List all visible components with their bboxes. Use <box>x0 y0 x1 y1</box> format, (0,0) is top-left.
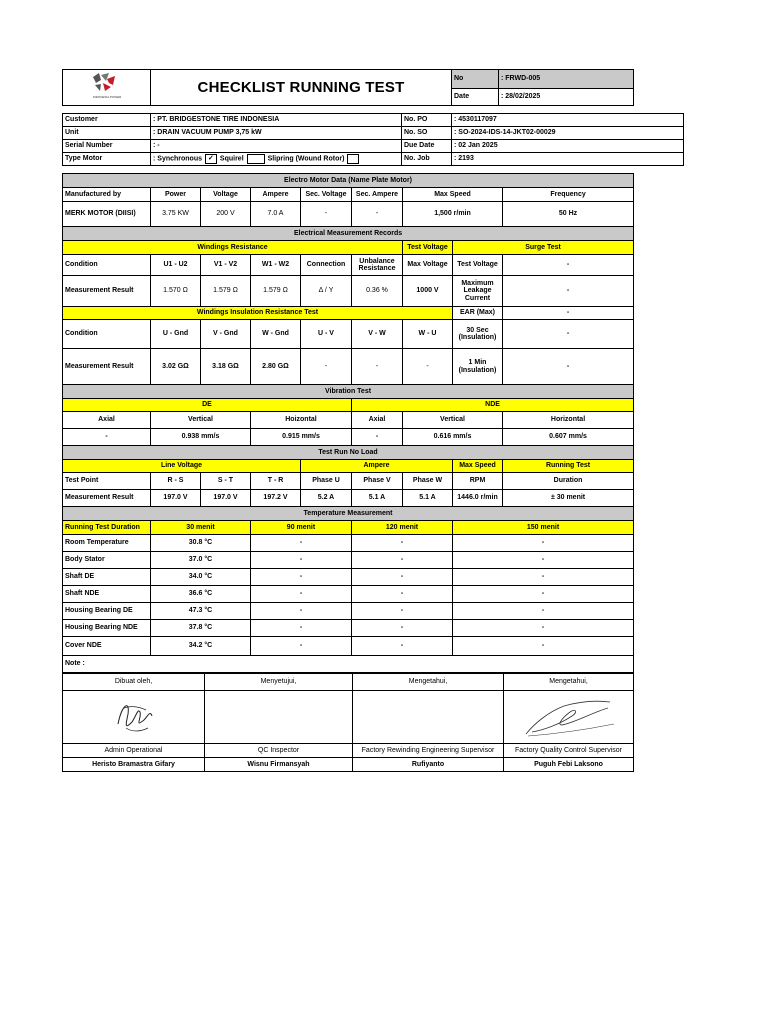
nl-phase-v-value: 5.1 A <box>352 490 403 507</box>
wr-header-connection: Connection <box>301 255 352 276</box>
role-admin: Admin Operational <box>63 744 205 758</box>
np-header-sec-ampere: Sec. Ampere <box>352 188 403 202</box>
temp-col-150: 150 menit <box>453 521 634 535</box>
squirel-box-empty[interactable] <box>247 154 265 164</box>
type-motor-options <box>151 153 402 166</box>
np-header-max-speed: Max Speed <box>403 188 503 202</box>
ear-label: EAR (Max) <box>453 307 503 320</box>
doc-no-label: No <box>452 70 499 89</box>
wr-measurement-label: Measurement Result <box>63 276 151 307</box>
nl-rpm-value: 1446.0 r/min <box>453 490 503 507</box>
signature-engineering <box>353 691 504 744</box>
temp-value: - <box>352 637 453 656</box>
temp-value: - <box>251 586 352 603</box>
temp-value: 37.8 °C <box>151 620 251 637</box>
signature-admin <box>63 691 205 744</box>
np-header-power: Power <box>151 188 201 202</box>
temp-value: - <box>251 569 352 586</box>
surge-test-voltage-label: Test Voltage <box>453 255 503 276</box>
np-manufactured-value: MERK MOTOR (DIISI) <box>63 202 151 227</box>
temp-value: - <box>453 535 634 552</box>
vibration-section-title: Vibration Test <box>63 385 634 399</box>
temp-row <box>63 535 634 552</box>
doc-no-value: : FRWD-005 <box>499 70 634 89</box>
signature-qc <box>205 691 353 744</box>
temp-row-label: Housing Bearing NDE <box>63 620 151 637</box>
temp-col-30: 30 menit <box>151 521 251 535</box>
vib-de-vertical-header: Vertical <box>151 412 251 429</box>
wr-connection-value: Δ / Y <box>301 276 352 307</box>
wr-header-unbalance: Unbalance Resistance <box>352 255 403 276</box>
np-header-sec-voltage: Sec. Voltage <box>301 188 352 202</box>
date-value: : 28/02/2025 <box>499 89 634 106</box>
nl-header-phase-v: Phase V <box>352 473 403 490</box>
vib-nde-horizontal-header: Horizontal <box>503 412 634 429</box>
nameplate-section-title: Electro Motor Data (Name Plate Motor) <box>63 174 634 188</box>
line-voltage-title: Line Voltage <box>63 460 301 473</box>
role-qc: QC Inspector <box>205 744 353 758</box>
temp-col-90: 90 menit <box>251 521 352 535</box>
sig-header-mengetahui-2: Mengetahui, <box>504 674 634 691</box>
ir-1min-label: 1 Min (Insulation) <box>453 349 503 385</box>
np-header-ampere: Ampere <box>251 188 301 202</box>
temp-value: - <box>251 603 352 620</box>
company-logo <box>63 70 151 106</box>
temp-value: - <box>251 620 352 637</box>
temp-value: - <box>251 637 352 656</box>
role-engineering: Factory Rewinding Engineering Supervisor <box>353 744 504 758</box>
ir-v-w-value: - <box>352 349 403 385</box>
vib-de-axial-header: Axial <box>63 412 151 429</box>
nl-duration-value: ± 30 menit <box>503 490 634 507</box>
temp-row <box>63 569 634 586</box>
temp-value: - <box>453 620 634 637</box>
type-motor-prefix: : Synchronous <box>153 155 203 163</box>
signature-table <box>62 673 634 772</box>
wr-v1v2-value: 1.579 Ω <box>201 276 251 307</box>
nl-header-rpm: RPM <box>453 473 503 490</box>
name-qc: Wisnu Firmansyah <box>205 758 353 772</box>
signature-qc-supervisor-image <box>514 694 624 738</box>
np-power-value: 3.75 KW <box>151 202 201 227</box>
temp-row <box>63 552 634 569</box>
temp-value: 30.8 °C <box>151 535 251 552</box>
page-title: CHECKLIST RUNNING TEST <box>151 70 452 106</box>
vib-nde-vertical-value: 0.616 mm/s <box>403 429 503 446</box>
wr-u1u2-value: 1.570 Ω <box>151 276 201 307</box>
vib-nde-axial-value: - <box>352 429 403 446</box>
wr-unbalance-value: 0.36 % <box>352 276 403 307</box>
nl-header-duration: Duration <box>503 473 634 490</box>
ir-u-v-value: - <box>301 349 352 385</box>
due-date-label: Due Date <box>402 140 452 153</box>
temp-value: - <box>453 552 634 569</box>
nl-phase-u-value: 5.2 A <box>301 490 352 507</box>
logo-icon <box>85 71 129 101</box>
surge-leakage-label: Maximum Leakage Current <box>453 276 503 307</box>
ir-measurement-label: Measurement Result <box>63 349 151 385</box>
ir-header-w-gnd: W - Gnd <box>251 320 301 349</box>
np-voltage-value: 200 V <box>201 202 251 227</box>
surge-leakage-value: - <box>503 276 634 307</box>
role-quality-control: Factory Quality Control Supervisor <box>504 744 634 758</box>
po-value: : 4530117097 <box>452 114 684 127</box>
ir-header-u-v: U - V <box>301 320 352 349</box>
slipring-checkbox[interactable] <box>347 154 359 164</box>
nl-header-rs: R - S <box>151 473 201 490</box>
temperature-section-title: Temperature Measurement <box>63 507 634 521</box>
test-point-label: Test Point <box>63 473 151 490</box>
slipring-label: Slipring (Wound Rotor) <box>267 155 345 163</box>
vibration-de-title: DE <box>63 399 352 412</box>
temp-value: - <box>453 637 634 656</box>
temp-row <box>63 620 634 637</box>
ir-w-gnd-value: 2.80 GΩ <box>251 349 301 385</box>
checklist-sheet <box>62 69 633 772</box>
temp-value: - <box>453 586 634 603</box>
nl-st-value: 197.0 V <box>201 490 251 507</box>
vib-de-horizontal-value: 0.915 mm/s <box>251 429 352 446</box>
temp-value: - <box>352 620 453 637</box>
temp-row-label: Room Temperature <box>63 535 151 552</box>
nl-header-st: S - T <box>201 473 251 490</box>
nl-tr-value: 197.2 V <box>251 490 301 507</box>
running-test-title: Running Test <box>503 460 634 473</box>
temp-row <box>63 637 634 656</box>
nl-rs-value: 197.0 V <box>151 490 201 507</box>
name-quality-control: Puguh Febi Laksono <box>504 758 634 772</box>
squirel-checkbox[interactable]: ✓ <box>205 154 217 164</box>
np-sec-ampere-value: - <box>352 202 403 227</box>
job-value: : 2193 <box>452 153 684 166</box>
temp-value: - <box>251 552 352 569</box>
header-table <box>62 69 634 106</box>
so-label: No. SO <box>402 127 452 140</box>
test-voltage-title: Test Voltage <box>403 241 453 255</box>
vib-de-axial-value: - <box>63 429 151 446</box>
temp-value: - <box>352 586 453 603</box>
vib-nde-horizontal-value: 0.607 mm/s <box>503 429 634 446</box>
np-header-frequency: Frequency <box>503 188 634 202</box>
temp-row-label: Housing Bearing DE <box>63 603 151 620</box>
np-header-voltage: Voltage <box>201 188 251 202</box>
temp-row <box>63 603 634 620</box>
temp-row-label: Shaft NDE <box>63 586 151 603</box>
job-label: No. Job <box>402 153 452 166</box>
np-header-manufactured: Manufactured by <box>63 188 151 202</box>
name-admin: Heristo Bramastra Gifary <box>63 758 205 772</box>
ir-header-v-gnd: V - Gnd <box>201 320 251 349</box>
vibration-nde-title: NDE <box>352 399 634 412</box>
po-label: No. PO <box>402 114 452 127</box>
due-date-value: : 02 Jan 2025 <box>452 140 684 153</box>
unit-value: : DRAIN VACUUM PUMP 3,75 kW <box>151 127 402 140</box>
squirel-label: Squirel <box>219 155 244 163</box>
running-duration-label: Running Test Duration <box>63 521 151 535</box>
ir-header-v-w: V - W <box>352 320 403 349</box>
ir-w-u-value: - <box>403 349 453 385</box>
temp-row <box>63 586 634 603</box>
ir-u-gnd-value: 3.02 GΩ <box>151 349 201 385</box>
sig-header-menyetujui: Menyetujui, <box>205 674 353 691</box>
wr-max-voltage-value: 1000 V <box>403 276 453 307</box>
temp-value: 34.2 °C <box>151 637 251 656</box>
surge-test-title: Surge Test <box>453 241 634 255</box>
wr-condition-label: Condition <box>63 255 151 276</box>
surge-test-voltage-value: - <box>503 255 634 276</box>
temp-value: - <box>352 535 453 552</box>
np-sec-voltage-value: - <box>301 202 352 227</box>
customer-value: : PT. BRIDGESTONE TIRE INDONESIA <box>151 114 402 127</box>
temp-row-label: Body Stator <box>63 552 151 569</box>
measurement-table <box>62 173 634 673</box>
ir-header-u-gnd: U - Gnd <box>151 320 201 349</box>
nl-measurement-label: Measurement Result <box>63 490 151 507</box>
nl-header-tr: T - R <box>251 473 301 490</box>
ir-1min-value: - <box>503 349 634 385</box>
info-table <box>62 113 684 166</box>
np-max-speed-value: 1,500 r/min <box>403 202 503 227</box>
windings-resistance-title: Windings Resistance <box>63 241 403 255</box>
vib-nde-axial-header: Axial <box>352 412 403 429</box>
signature-quality-control <box>504 691 634 744</box>
wr-w1w2-value: 1.579 Ω <box>251 276 301 307</box>
temp-value: 34.0 °C <box>151 569 251 586</box>
sig-header-mengetahui-1: Mengetahui, <box>353 674 504 691</box>
max-speed-title: Max Speed <box>453 460 503 473</box>
vib-de-horizontal-header: Hoizontal <box>251 412 352 429</box>
temp-col-120: 120 menit <box>352 521 453 535</box>
signature-admin-image <box>104 694 164 738</box>
nl-header-phase-w: Phase W <box>403 473 453 490</box>
so-value: : SO-2024-IDS-14-JKT02-00029 <box>452 127 684 140</box>
nl-phase-w-value: 5.1 A <box>403 490 453 507</box>
ampere-title: Ampere <box>301 460 453 473</box>
ir-header-w-u: W - U <box>403 320 453 349</box>
temp-value: 37.0 °C <box>151 552 251 569</box>
np-frequency-value: 50 Hz <box>503 202 634 227</box>
serial-value: : - <box>151 140 402 153</box>
wr-header-v1v2: V1 - V2 <box>201 255 251 276</box>
electrical-section-title: Electrical Measurement Records <box>63 227 634 241</box>
ear-value: - <box>503 307 634 320</box>
temp-value: - <box>352 552 453 569</box>
temp-value: - <box>352 569 453 586</box>
temp-value: - <box>251 535 352 552</box>
temp-value: 36.6 °C <box>151 586 251 603</box>
type-motor-label: Type Motor <box>63 153 151 166</box>
ir-condition-label: Condition <box>63 320 151 349</box>
date-label: Date <box>452 89 499 106</box>
wr-header-max-voltage: Max Voltage <box>403 255 453 276</box>
temp-row-label: Shaft DE <box>63 569 151 586</box>
insulation-test-title: Windings Insulation Resistance Test <box>63 307 453 320</box>
temp-value: - <box>453 603 634 620</box>
temp-value: 47.3 °C <box>151 603 251 620</box>
svg-text:INDONESIA POWER: INDONESIA POWER <box>92 95 121 100</box>
np-ampere-value: 7.0 A <box>251 202 301 227</box>
temp-row-label: Cover NDE <box>63 637 151 656</box>
noload-section-title: Test Run No Load <box>63 446 634 460</box>
serial-label: Serial Number <box>63 140 151 153</box>
nl-header-phase-u: Phase U <box>301 473 352 490</box>
ir-v-gnd-value: 3.18 GΩ <box>201 349 251 385</box>
sig-header-dibuat: Dibuat oleh, <box>63 674 205 691</box>
vib-de-vertical-value: 0.938 mm/s <box>151 429 251 446</box>
vib-nde-vertical-header: Vertical <box>403 412 503 429</box>
wr-header-u1u2: U1 - U2 <box>151 255 201 276</box>
note-field[interactable]: Note : <box>63 656 634 673</box>
unit-label: Unit <box>63 127 151 140</box>
temp-value: - <box>352 603 453 620</box>
customer-label: Customer <box>63 114 151 127</box>
ir-30sec-label: 30 Sec (Insulation) <box>453 320 503 349</box>
temp-value: - <box>453 569 634 586</box>
ir-30sec-value: - <box>503 320 634 349</box>
name-engineering: Rufiyanto <box>353 758 504 772</box>
wr-header-w1w2: W1 - W2 <box>251 255 301 276</box>
